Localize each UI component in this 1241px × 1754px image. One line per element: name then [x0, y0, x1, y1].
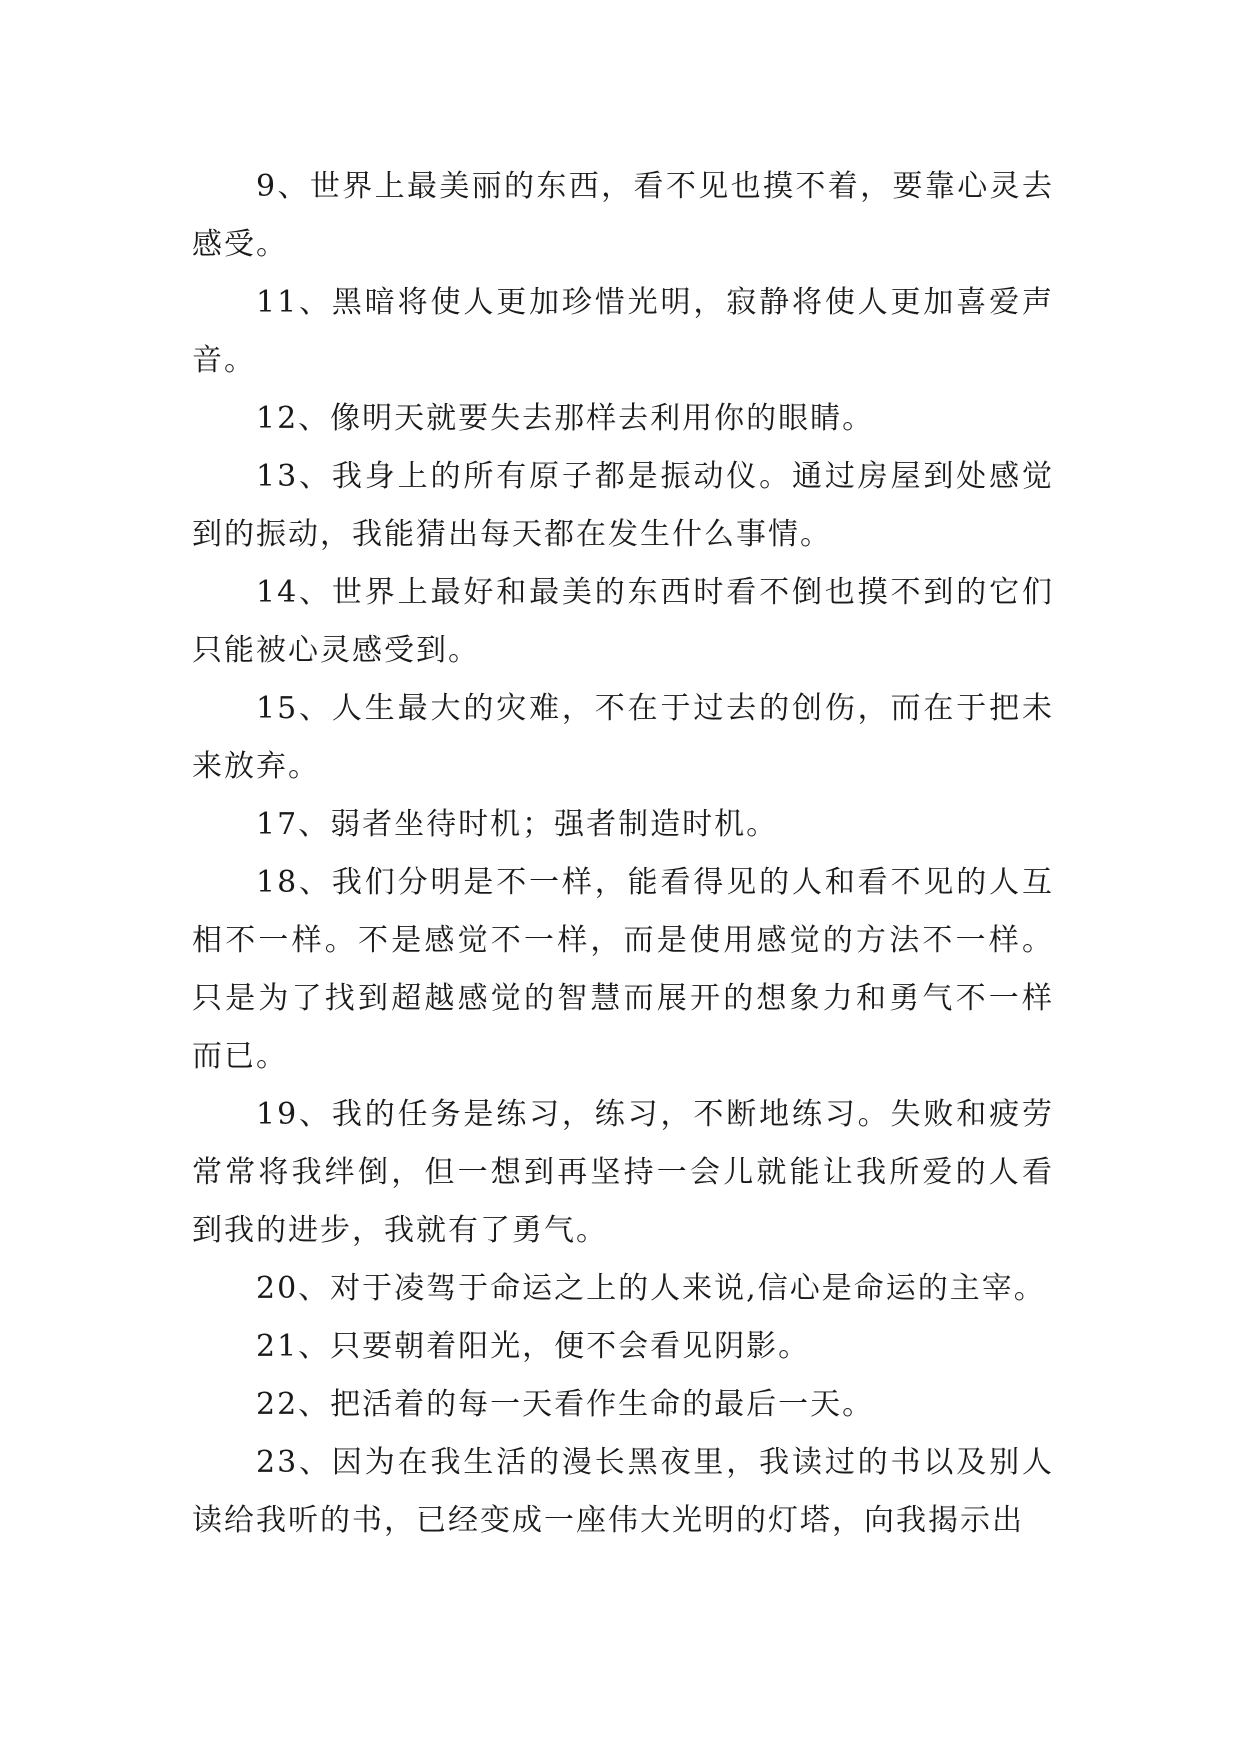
quote-paragraph-9: 9、世界上最美丽的东西，看不见也摸不着，要靠心灵去感受。: [192, 169, 1054, 262]
quote-paragraph-13: 13、我身上的所有原子都是振动仪。通过房屋到处感觉到的振动，我能猜出每天都在发生什么事情。: [192, 459, 1054, 552]
quote-paragraph-20: 20、对于凌驾于命运之上的人来说,信心是命运的主宰。: [256, 1271, 1046, 1306]
quote-paragraph-22: 22、把活着的每一天看作生命的最后一天。: [256, 1387, 875, 1422]
quote-paragraph-19: 19、我的任务是练习，练习，不断地练习。失败和疲劳常常将我绊倒，但一想到再坚持一会儿就能让我所爱的人看到我的进步，我就有了勇气。: [192, 1097, 1054, 1248]
quote-paragraph-12: 12、像明天就要失去那样去利用你的眼睛。: [256, 401, 875, 436]
document-page: [192, 158, 1054, 1550]
quote-paragraph-14: 14、世界上最好和最美的东西时看不倒也摸不到的它们只能被心灵感受到。: [192, 575, 1054, 668]
quote-paragraph-23: 23、因为在我生活的漫长黑夜里，我读过的书以及别人读给我听的书，已经变成一座伟大光明的灯塔，向我揭示出: [192, 1445, 1054, 1538]
quote-paragraph-17: 17、弱者坐待时机；强者制造时机。: [256, 807, 779, 842]
quote-paragraph-15: 15、人生最大的灾难，不在于过去的创伤，而在于把未来放弃。: [192, 691, 1054, 784]
quote-paragraph-11: 11、黑暗将使人更加珍惜光明，寂静将使人更加喜爱声音。: [192, 285, 1054, 378]
quote-paragraph-18: 18、我们分明是不一样，能看得见的人和看不见的人互相不一样。不是感觉不一样，而是使用感觉的方法不一样。只是为了找到超越感觉的智慧而展开的想象力和勇气不一样而已。: [192, 865, 1054, 1074]
quote-paragraph-21: 21、只要朝着阳光，便不会看见阴影。: [256, 1329, 811, 1364]
